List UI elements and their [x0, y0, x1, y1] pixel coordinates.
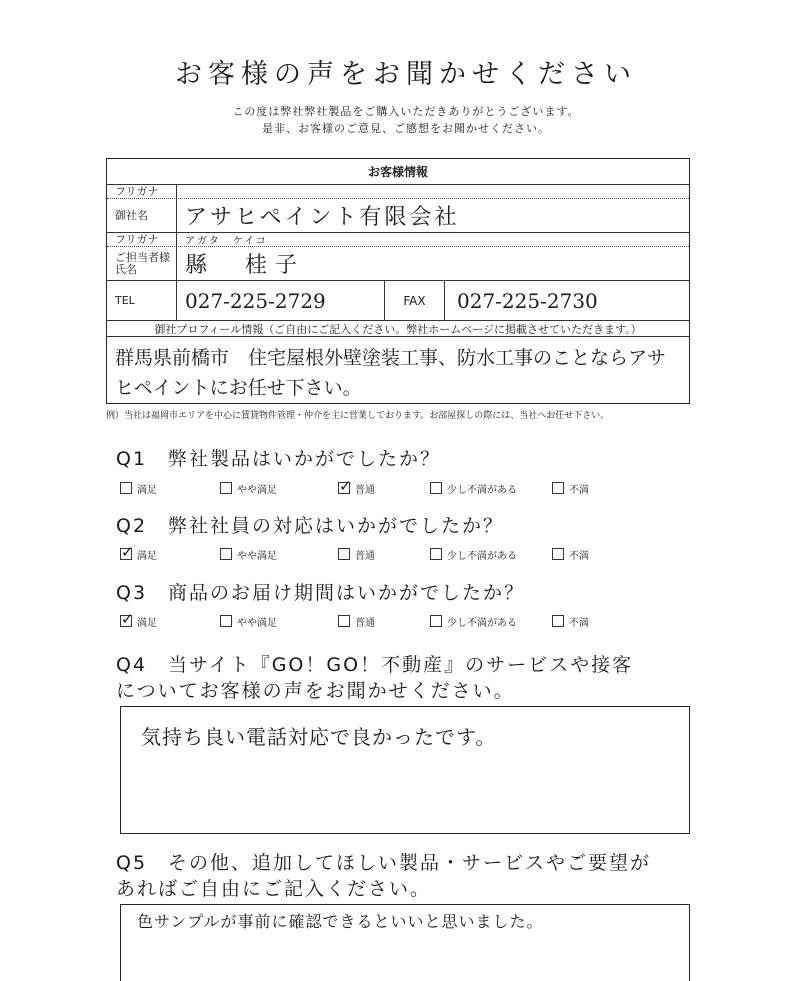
tel-label: TEL	[107, 281, 177, 320]
option-label: やや満足	[237, 484, 277, 496]
option-label: 満足	[137, 550, 157, 562]
company-label: 御社名	[107, 199, 177, 232]
person-furigana[interactable]: アガタ ケイコ	[185, 236, 268, 247]
question-3: Q3 商品のお届け期間はいかがでしたか？	[116, 582, 526, 604]
option-label: 少し不満がある	[447, 550, 517, 562]
option-label: 不満	[569, 550, 589, 562]
person-name[interactable]: 縣 桂子	[185, 253, 306, 278]
checkbox-icon[interactable]	[220, 548, 232, 560]
question-5-line-1: Q5 その他、追加してほしい製品・サービスやご要望が	[116, 852, 652, 874]
q1-option[interactable]	[220, 478, 338, 498]
company-furigana-row	[107, 185, 689, 199]
option-label: やや満足	[237, 550, 277, 562]
checkbox-icon[interactable]	[552, 548, 564, 560]
question-5-line-2: あればご自由にご記入ください。	[116, 878, 432, 900]
checkbox-icon[interactable]	[430, 548, 442, 560]
checkbox-icon[interactable]	[120, 482, 132, 494]
question-4-line-1: Q4 当サイト『GO！GO！不動産』のサービスや接客	[116, 654, 634, 676]
q1-option[interactable]	[120, 478, 220, 498]
q1-option[interactable]	[338, 478, 430, 498]
q2-option[interactable]	[430, 544, 552, 564]
q3-option[interactable]	[220, 611, 338, 631]
q3-option[interactable]	[338, 611, 430, 631]
checkbox-icon[interactable]	[220, 482, 232, 494]
option-label: 不満	[569, 617, 589, 629]
tel-fax-row	[107, 281, 689, 321]
company-name[interactable]: アサヒペイント有限会社	[185, 205, 460, 230]
checkbox-icon[interactable]	[338, 548, 350, 560]
furigana-label: フリガナ	[107, 185, 177, 198]
check-mark-icon: ✓	[121, 610, 134, 628]
option-label: 少し不満がある	[447, 484, 517, 496]
tel-value[interactable]: 027-225-2729	[185, 281, 385, 320]
profile-row	[107, 337, 689, 405]
checkbox-icon[interactable]	[120, 543, 134, 561]
intro-line-1: この度は弊社弊社製品をご購入いただきありがとうございます。	[232, 105, 580, 118]
checkbox-icon[interactable]	[120, 610, 134, 628]
option-label: やや満足	[237, 617, 277, 629]
question-4-line-2: についてお客様の声をお聞かせください。	[116, 680, 515, 702]
q3-options	[120, 611, 640, 631]
q2-option[interactable]	[338, 544, 430, 564]
checkbox-icon[interactable]	[552, 615, 564, 627]
option-label: 普通	[355, 550, 375, 562]
option-label: 満足	[137, 617, 157, 629]
furigana-label-2: フリガナ	[107, 233, 177, 246]
q3-option[interactable]	[430, 611, 552, 631]
intro-line-2: 是非、お客様のご意見、ご感想をお聞かせください。	[262, 122, 550, 135]
q1-option[interactable]	[552, 478, 589, 498]
q2-option[interactable]	[220, 544, 338, 564]
q3-option[interactable]	[120, 611, 220, 631]
profile-header: 御社プロフィール情報（ご自由にご記入ください。弊社ホームページに掲載させていただきます。）	[107, 321, 689, 337]
fax-label: FAX	[385, 281, 445, 320]
q2-options	[120, 544, 640, 564]
q1-options	[120, 478, 640, 498]
customer-info-table	[106, 158, 690, 404]
question-1: Q1 弊社製品はいかがでしたか？	[116, 448, 442, 470]
q5-answer-box[interactable]	[120, 904, 690, 981]
check-mark-icon: ✓	[121, 543, 134, 561]
example-note: 例）当社は福岡市エリアを中心に賃貸物件管理・仲介を主に営業しております。お部屋探しの際には、当社へお任せ下さい。	[106, 411, 610, 421]
q5-answer-text: 色サンプルが事前に確認できるといいと思いました。	[137, 912, 544, 931]
checkbox-icon[interactable]	[430, 615, 442, 627]
checkbox-icon[interactable]	[430, 482, 442, 494]
company-row	[107, 199, 689, 233]
q1-option[interactable]	[430, 478, 552, 498]
q3-option[interactable]	[552, 611, 589, 631]
checkbox-icon[interactable]	[220, 615, 232, 627]
option-label: 満足	[137, 484, 157, 496]
option-label: 普通	[355, 617, 375, 629]
person-furigana-row	[107, 233, 689, 247]
check-mark-icon: ✓	[339, 477, 352, 495]
option-label: 普通	[355, 484, 375, 496]
checkbox-icon[interactable]	[338, 615, 350, 627]
q2-option[interactable]	[120, 544, 220, 564]
checkbox-icon[interactable]	[338, 477, 352, 495]
fax-value[interactable]: 027-225-2730	[457, 288, 598, 313]
q4-answer-text: 気持ち良い電話対応で良かったです。	[141, 725, 497, 749]
checkbox-icon[interactable]	[552, 482, 564, 494]
option-label: 不満	[569, 484, 589, 496]
customer-info-header: お客様情報	[107, 159, 689, 185]
q4-answer-box[interactable]	[120, 706, 690, 834]
question-2: Q2 弊社社員の対応はいかがでしたか？	[116, 515, 505, 537]
person-row	[107, 247, 689, 281]
person-label: ご担当者様氏名	[107, 247, 177, 280]
profile-text[interactable]: 群馬県前橋市 住宅屋根外壁塗装工事、防水工事のことならアサヒペイントにお任せ下さい。	[115, 347, 667, 399]
form-title: お客様の声をお聞かせください	[175, 59, 637, 90]
q2-option[interactable]	[552, 544, 589, 564]
option-label: 少し不満がある	[447, 617, 517, 629]
